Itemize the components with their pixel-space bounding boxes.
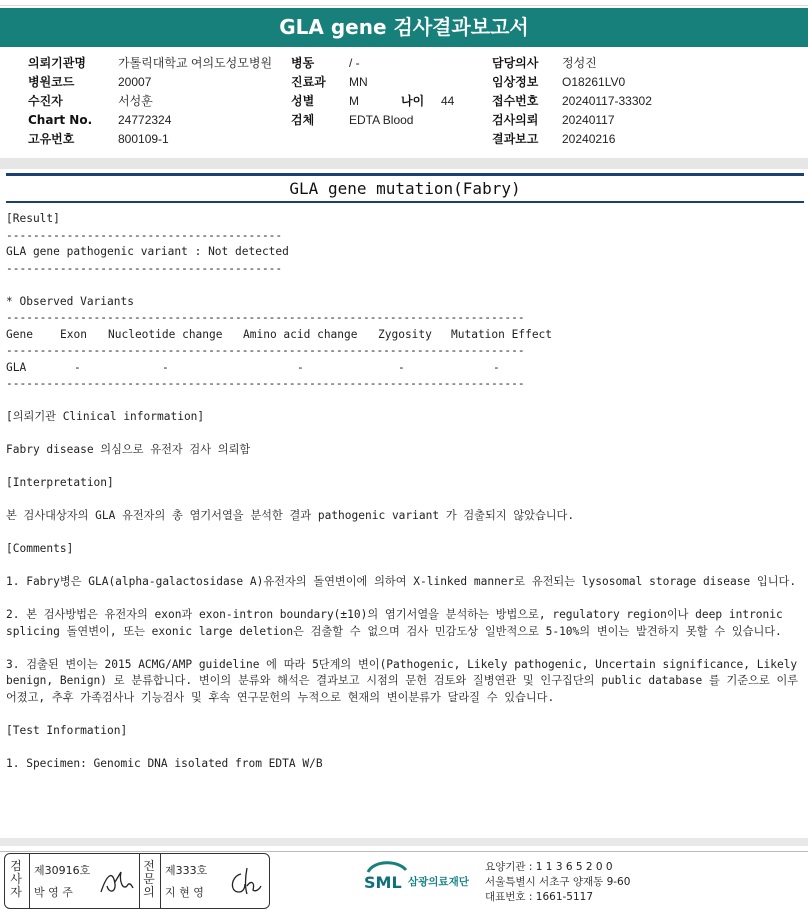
addr-line: 서울특별시 서초구 양재동 9-60 (485, 876, 631, 888)
field-label: 고유번호 (28, 132, 75, 146)
header-row (492, 73, 652, 92)
field-label: 검체 (291, 113, 315, 127)
dash-rule: ----------------------------------------- (6, 228, 283, 242)
field-value: MN (349, 75, 368, 89)
org-name: 삼광의료재단 (408, 876, 469, 888)
confirm-signature (225, 864, 265, 900)
spacer (6, 525, 800, 542)
column-header: Zygosity (378, 327, 432, 341)
header-row (492, 111, 652, 130)
header-row (28, 111, 272, 130)
spacer (6, 277, 800, 294)
field-label: 병원코드 (28, 75, 75, 89)
report-title: GLA gene 검사결과보고서 (0, 8, 808, 47)
field-value: M (349, 94, 359, 108)
table-cell: - (493, 360, 500, 374)
column-header: Gene (6, 327, 33, 341)
field-value: 20240117 (562, 113, 615, 127)
inspector-label: 검사자 (10, 859, 22, 899)
field-value: / - (349, 56, 360, 70)
table-cell: - (398, 360, 405, 374)
header-row (28, 54, 272, 73)
field-label: Chart No. (28, 113, 93, 127)
field-label: 성별 (291, 94, 315, 108)
field-label: 수진자 (28, 94, 63, 108)
report-subtitle: GLA gene mutation(Fabry) (289, 179, 521, 198)
field-value: 800109-1 (118, 132, 169, 146)
test-info-text: 1. Specimen: Genomic DNA isolated from EDTA W/B (6, 756, 323, 770)
inspector-signature (97, 864, 137, 900)
field-label: 진료과 (291, 75, 326, 89)
table-cell: - (162, 360, 169, 374)
field-value: 24772324 (118, 113, 172, 127)
age-label: 나이 (401, 94, 425, 108)
spacer (6, 558, 800, 575)
spacer (6, 739, 800, 756)
field-label: 담당의사 (492, 56, 539, 70)
addr-line: 요양기관 : 1 1 3 6 5 2 0 0 (485, 861, 613, 873)
footer-rule (0, 851, 808, 852)
table-cell: GLA (6, 360, 27, 374)
spacer (6, 591, 800, 608)
field-label: 검사의뢰 (492, 113, 539, 127)
field-label: 병동 (291, 56, 315, 70)
field-value: 서성훈 (118, 94, 153, 108)
observed-header: * Observed Variants (6, 294, 134, 308)
sml-logo-icon (364, 858, 410, 898)
field-value: 정성진 (562, 56, 597, 70)
table-cell: - (297, 360, 304, 374)
interpretation-text: 본 검사대상자의 GLA 유전자의 총 염기서열을 분석한 결과 pathogenic variant 가 검출되지 않았습니다. (6, 509, 575, 522)
dash-rule: ----------------------------------------------------------------------------- (6, 377, 525, 390)
table-cell: - (74, 360, 81, 374)
comment-2: 2. 본 검사방법은 유전자의 exon과 exon-intron boundary(±10)의 염기서열을 분석하는 방법으로, regulatory region이나 deep intronic splicing 돌연변이, 또는 exonic large deletion은 검출할 수 없으며 검사 민감도상 일반적으로 5-10%의 변이는 발견하지 못할 수 있습니다. (6, 608, 783, 638)
field-value: 20240216 (562, 132, 616, 146)
field-label: 결과보고 (492, 132, 539, 146)
column-header: Amino acid change (243, 327, 358, 341)
footer-band (0, 838, 808, 846)
header-row (28, 73, 272, 92)
header-row (28, 130, 272, 149)
divider (29, 854, 30, 908)
header-row (291, 111, 454, 130)
test-info-header: [Test Information] (6, 723, 128, 737)
header-row (492, 92, 652, 111)
variant-table-row (6, 360, 800, 377)
header-mid (291, 54, 454, 130)
field-value: 20240117-33302 (562, 94, 652, 108)
clinical-header: [의뢰기관 Clinical information] (6, 410, 205, 423)
header-row (492, 54, 652, 73)
report-title-rule-bottom (6, 201, 804, 203)
field-value: EDTA Blood (349, 113, 414, 127)
field-value: O18261LV0 (562, 75, 626, 89)
header-row (291, 73, 454, 92)
header-row (291, 92, 454, 111)
spacer (6, 393, 800, 410)
dash-rule: ----------------------------------------------------------------------------- (6, 311, 525, 324)
column-header: Exon (60, 327, 87, 341)
header-right (492, 54, 652, 149)
comment-3: 3. 검출된 변이는 2015 ACMG/AMP guideline 에 따라 5단계의 변이(Pathogenic, Likely pathogenic, Uncertain significance, Likely benign, Benign) 로 분류합니다. 변이의 분류와 해석은 결과보고 시점의 문헌 검토와 질병연관 및 인구집단의 public database 를 기준으로 이루어졌고, 추후 가족검사나 기능검사 및 후속 연구문헌의 누적으로 현재의 변이분류가 달라질 수 있습니다. (6, 657, 799, 704)
section-divider (0, 158, 808, 169)
age-value: 44 (441, 94, 455, 108)
addr-line: 대표번호 : 1661-5117 (485, 891, 594, 903)
dash-rule: ----------------------------------------------------------------------------- (6, 344, 525, 357)
header-row (28, 92, 272, 111)
spacer (6, 492, 800, 509)
comments-header: [Comments] (6, 542, 74, 555)
clinical-text: Fabry disease 의심으로 유전자 검사 의뢰함 (6, 443, 251, 456)
spacer (6, 706, 800, 723)
signature-box (4, 853, 270, 909)
field-label: 임상정보 (492, 75, 539, 89)
spacer (6, 640, 800, 657)
column-header: Nucleotide change (108, 327, 223, 341)
divider (139, 854, 140, 908)
variant-table-header (6, 327, 800, 344)
logo-text: SML (364, 873, 402, 892)
confirm-label: 전문의 (143, 859, 155, 899)
confirm-number: 제333호 (165, 864, 208, 877)
interpretation-header: [Interpretation] (6, 476, 114, 489)
confirm-name: 지 현 영 (165, 886, 204, 899)
inspector-number: 제30916호 (34, 864, 91, 877)
header-row (492, 130, 652, 149)
divider (160, 854, 161, 908)
column-header: Mutation Effect (451, 327, 553, 341)
report-body (6, 211, 800, 772)
header-row (291, 54, 454, 73)
field-label: 접수번호 (492, 94, 539, 108)
field-value: 20007 (118, 75, 152, 89)
comment-1: 1. Fabry병은 GLA(alpha-galactosidase A)유전자의 돌연변이에 의하여 X-linked manner로 유전되는 lysosomal storage disease 입니다. (6, 575, 797, 588)
spacer (6, 426, 800, 443)
header-left (28, 54, 272, 149)
field-value: 가톨릭대학교 여의도성모병원 (118, 56, 273, 70)
spacer (6, 459, 800, 476)
dash-rule: ----------------------------------------- (6, 261, 283, 275)
top-rule (0, 5, 808, 6)
org-address (485, 860, 630, 905)
field-label: 의뢰기관명 (28, 56, 86, 70)
result-line: GLA gene pathogenic variant : Not detected (6, 245, 289, 258)
inspector-name: 박 영 주 (34, 886, 73, 899)
result-header: [Result] (6, 212, 60, 225)
